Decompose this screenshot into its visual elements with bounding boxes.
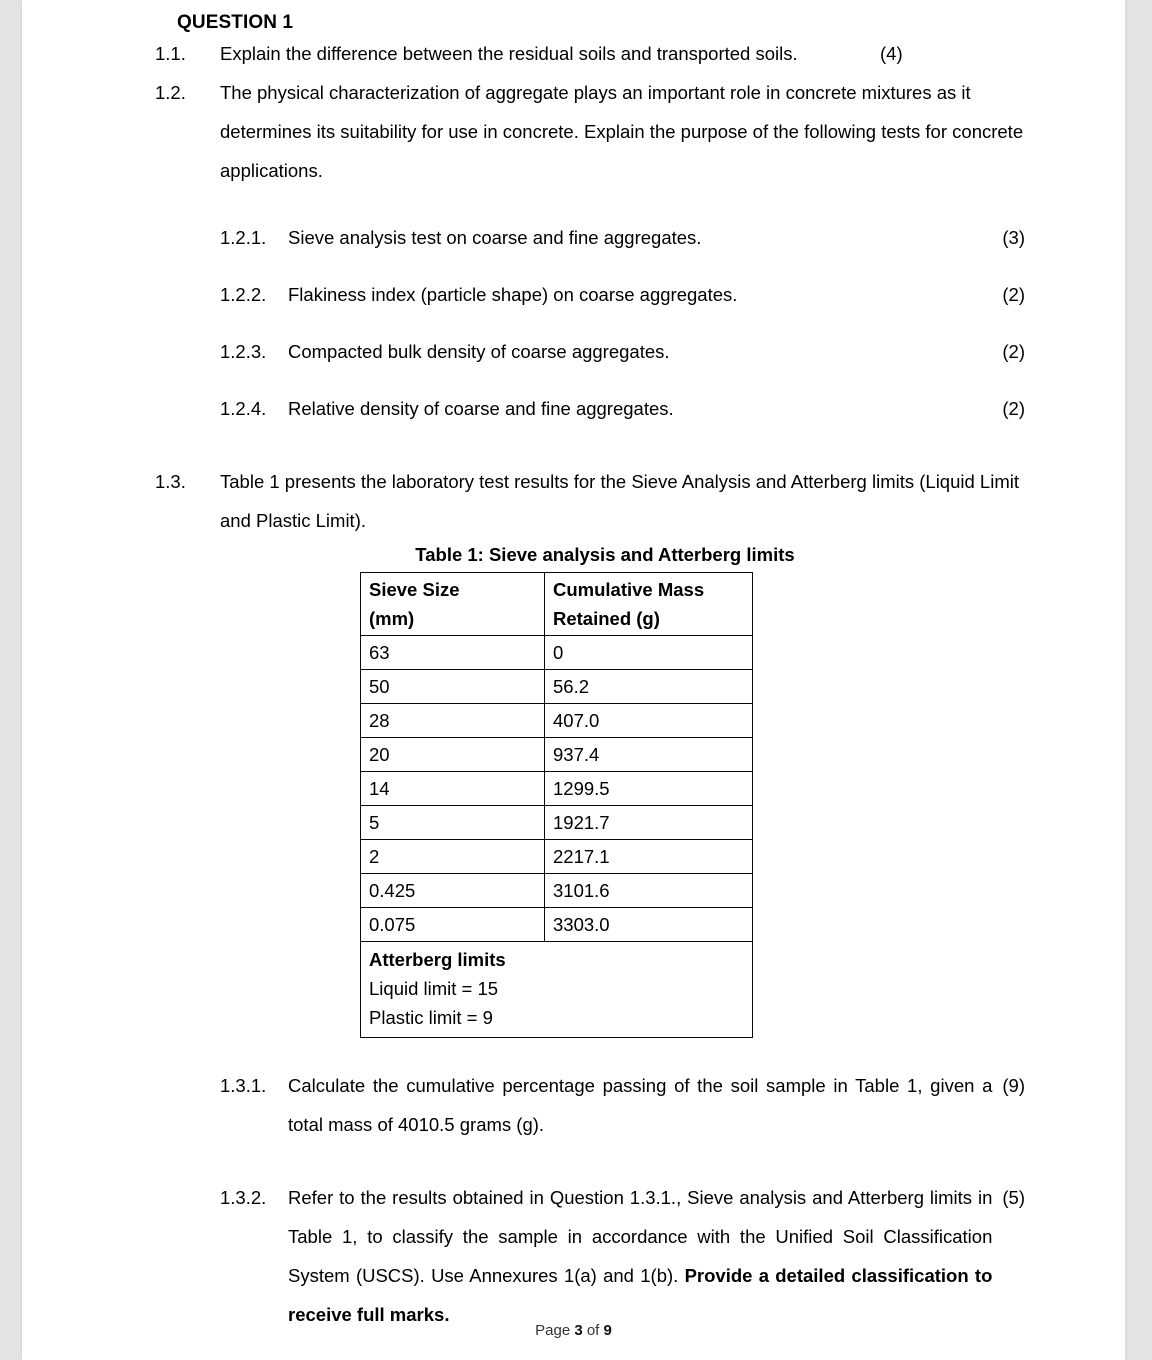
question-item-1-2-1: [155, 218, 1025, 257]
cell-sieve-size: 5: [361, 806, 545, 840]
question-body-1-2-4: [288, 389, 1025, 428]
question-text-1-3-2: [288, 1178, 992, 1334]
question-marks-1-2-1: (3): [1002, 227, 1025, 248]
question-marks-1-3-2: (5): [1002, 1187, 1025, 1208]
question-item-1-2-4: [155, 389, 1025, 428]
table-row: [361, 738, 753, 772]
table-row: [361, 704, 753, 738]
table-header-row: [361, 573, 753, 636]
question-text-1-3-2-bold: Provide a detailed classification to receive full marks.: [288, 1265, 993, 1325]
header-line-1: Sieve Size: [369, 579, 460, 600]
question-text-1-1: Explain the difference between the residual soils and transported soils.: [220, 43, 798, 64]
spacer: [155, 314, 1025, 332]
question-text-1-3-1: Calculate the cumulative percentage passing of the soil sample in Table 1, given a total mass of 4010.5 grams (g).: [288, 1075, 993, 1135]
table-row: [361, 772, 753, 806]
document-page: [22, 0, 1125, 1360]
cell-mass-retained: 2217.1: [545, 840, 753, 874]
question-body-1-1: [220, 34, 1025, 73]
question-text-1-3-2-plain: Refer to the results obtained in Question 1.3.1., Sieve analysis and Atterberg limits in Table 1, to classify the sample in accordance with the Unified Soil Classification System (USCS). Use Annexures 1(a) and 1(b).: [288, 1187, 993, 1286]
footer-page-number: 3: [574, 1322, 583, 1339]
cell-mass-retained: 1921.7: [545, 806, 753, 840]
question-label-1-2-3: 1.2.3.: [220, 341, 267, 362]
header-line-2: Retained (g): [553, 608, 660, 629]
cell-mass-retained: 3101.6: [545, 874, 753, 908]
question-item-1-2-2: [155, 275, 1025, 314]
sieve-analysis-table: [360, 572, 753, 1038]
question-body-1-3-1: [288, 1066, 1025, 1144]
cell-sieve-size: 0.075: [361, 908, 545, 942]
question-item-1-2: [155, 73, 1025, 190]
atterberg-title: Atterberg limits: [369, 949, 506, 970]
question-marks-1-2-4: (2): [1002, 398, 1025, 419]
header-line-1: Cumulative Mass: [553, 579, 705, 600]
cell-sieve-size: 2: [361, 840, 545, 874]
question-marks-1-2-2: (2): [1002, 284, 1025, 305]
cell-sieve-size: 0.425: [361, 874, 545, 908]
question-item-1-2-3: [155, 332, 1025, 371]
spacer: [155, 1144, 1025, 1178]
cell-mass-retained: 0: [545, 636, 753, 670]
spacer: [155, 428, 1025, 462]
question-body-1-2: [220, 73, 1025, 190]
cell-mass-retained: 937.4: [545, 738, 753, 772]
spacer: [155, 1038, 1025, 1066]
question-marks-1-2-3: (2): [1002, 341, 1025, 362]
cell-mass-retained: 1299.5: [545, 772, 753, 806]
question-text-1-3: Table 1 presents the laboratory test results for the Sieve Analysis and Atterberg limits (Liquid Limit and Plastic Limit).: [220, 471, 1019, 531]
cell-mass-retained: 56.2: [545, 670, 753, 704]
question-text-1-2: The physical characterization of aggregate plays an important role in concrete mixtures as it determines its suitability for use in concrete. Explain the purpose of the following tests for concrete applications.: [220, 82, 1024, 181]
question-body-1-3-2: [288, 1178, 1025, 1334]
atterberg-liquid-limit: Liquid limit = 15: [369, 978, 499, 999]
question-body-1-2-1: [288, 218, 1025, 257]
question-body-1-3: [220, 462, 1025, 540]
footer-middle: of: [582, 1322, 604, 1339]
table-block: [155, 540, 1025, 1038]
question-label-1-1: 1.1.: [155, 43, 186, 64]
table-row: [361, 874, 753, 908]
question-label-1-2-1: 1.2.1.: [220, 227, 267, 248]
question-marks-1-3-1: (9): [1002, 1075, 1025, 1096]
question-item-1-1: [155, 34, 1025, 73]
question-item-1-3-1: [155, 1066, 1025, 1144]
question-label-1-3-1: 1.3.1.: [220, 1075, 267, 1096]
cell-atterberg-limits: [361, 942, 753, 1038]
question-label-1-2-2: 1.2.2.: [220, 284, 267, 305]
footer-total-pages: 9: [603, 1322, 612, 1339]
question-text-1-2-3: Compacted bulk density of coarse aggregates.: [288, 341, 670, 362]
page-title: QUESTION 1: [177, 12, 294, 33]
cell-sieve-size: 50: [361, 670, 545, 704]
question-text-1-2-4: Relative density of coarse and fine aggregates.: [288, 398, 674, 419]
question-item-1-3: [155, 462, 1025, 540]
spacer: [155, 190, 1025, 218]
table-row: [361, 908, 753, 942]
question-text-1-2-2: Flakiness index (particle shape) on coarse aggregates.: [288, 284, 738, 305]
column-header-mass-retained: [545, 573, 753, 636]
question-marks-1-1: (4): [880, 43, 903, 64]
cell-sieve-size: 63: [361, 636, 545, 670]
table-row-atterberg: [361, 942, 753, 1038]
table-row: [361, 636, 753, 670]
header-line-2: (mm): [369, 608, 415, 629]
question-item-1-3-2: [155, 1178, 1025, 1334]
cell-mass-retained: 407.0: [545, 704, 753, 738]
cell-sieve-size: 28: [361, 704, 545, 738]
atterberg-plastic-limit: Plastic limit = 9: [369, 1007, 493, 1028]
cell-sieve-size: 14: [361, 772, 545, 806]
question-label-1-3: 1.3.: [155, 471, 186, 492]
table-row: [361, 840, 753, 874]
spacer: [155, 371, 1025, 389]
document-content: [155, 0, 1025, 1334]
question-text-1-2-1: Sieve analysis test on coarse and fine aggregates.: [288, 227, 702, 248]
question-body-1-2-2: [288, 275, 1025, 314]
cell-mass-retained: 3303.0: [545, 908, 753, 942]
cell-sieve-size: 20: [361, 738, 545, 772]
question-label-1-2: 1.2.: [155, 82, 186, 103]
spacer: [155, 257, 1025, 275]
question-label-1-2-4: 1.2.4.: [220, 398, 267, 419]
question-label-1-3-2: 1.3.2.: [220, 1187, 267, 1208]
column-header-sieve-size: [361, 573, 545, 636]
footer-prefix: Page: [535, 1322, 575, 1339]
page-footer: [22, 1322, 1125, 1339]
question-body-1-2-3: [288, 332, 1025, 371]
table-row: [361, 806, 753, 840]
table-caption: Table 1: Sieve analysis and Atterberg limits: [415, 544, 795, 565]
table-row: [361, 670, 753, 704]
